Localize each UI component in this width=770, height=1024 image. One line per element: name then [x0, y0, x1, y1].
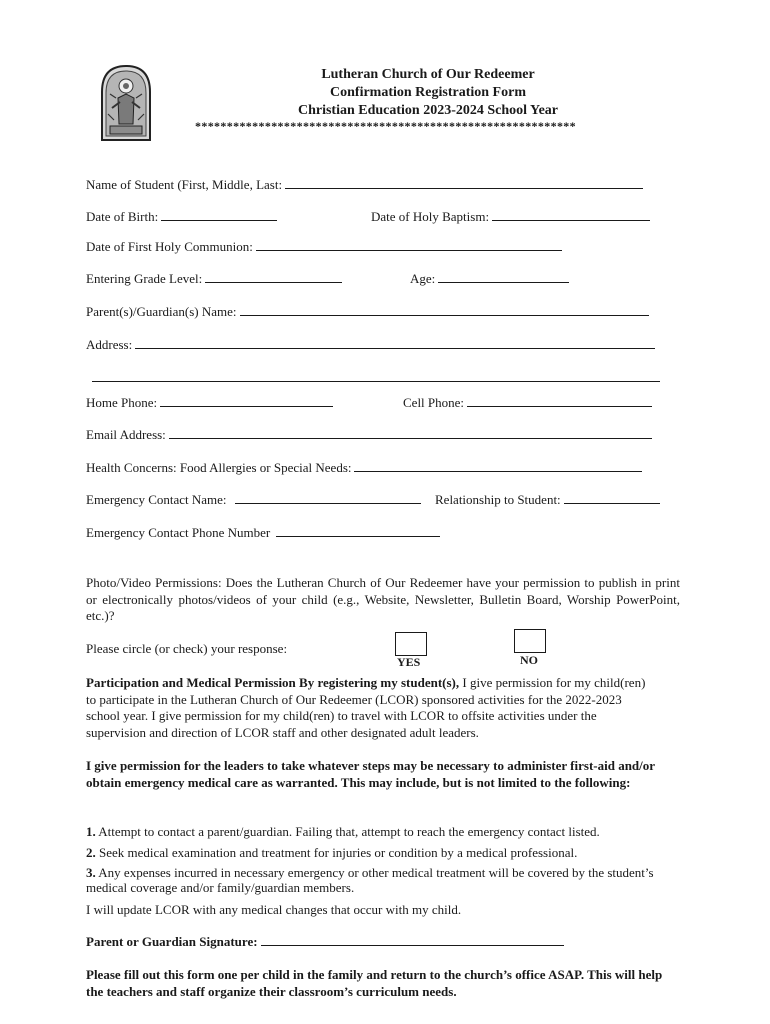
age-label: Age:	[410, 271, 436, 286]
baptism-field[interactable]	[371, 209, 650, 225]
medical-permission-paragraph: I give permission for the leaders to take whatever steps may be necessary to administer first-aid and/or obtain emergency medical care as warranted. This may include, but is not limited to the following:	[86, 758, 655, 790]
star-divider: ************************************************************	[195, 119, 576, 133]
no-checkbox[interactable]	[514, 629, 546, 653]
emergency-name-label: Emergency Contact Name:	[86, 492, 227, 507]
age-line[interactable]	[438, 271, 569, 283]
list-text-3: Any expenses incurred in necessary emergency or other medical treatment will be covered by the student’s medical coverage and/or family/guardian members.	[86, 865, 654, 895]
cell-phone-label: Cell Phone:	[403, 395, 465, 410]
list-text-1: Attempt to contact a parent/guardian. Failing that, attempt to reach the emergency contact listed.	[95, 824, 600, 839]
cell-phone-line[interactable]	[467, 395, 652, 407]
school-year: Christian Education 2023-2024 School Year	[297, 103, 559, 118]
parent-field[interactable]	[86, 304, 649, 320]
list-item-2	[86, 845, 680, 862]
participation-paragraph	[86, 675, 646, 741]
emergency-name-field[interactable]	[86, 492, 421, 508]
email-field[interactable]	[86, 427, 652, 443]
address-line-2[interactable]	[92, 370, 660, 382]
relationship-field[interactable]	[435, 492, 660, 508]
parent-label: Parent(s)/Guardian(s) Name:	[86, 304, 237, 319]
list-number-1: 1.	[86, 824, 96, 839]
list-item-3	[86, 866, 680, 895]
home-phone-line[interactable]	[160, 395, 333, 407]
photo-permission-text: Photo/Video Permissions: Does the Lutheran Church of Our Redeemer have your permission to publish in print or electronically photos/videos of your child (e.g., Website, Newsletter, Bulletin Board, Worship PowerPoint, etc.)?	[86, 575, 680, 623]
address-label: Address:	[86, 337, 133, 352]
emergency-phone-label: Emergency Contact Phone Number	[86, 525, 271, 540]
form-title: Confirmation Registration Form	[330, 85, 526, 100]
address-line-1[interactable]	[135, 337, 655, 349]
dob-label: Date of Birth:	[86, 209, 159, 224]
emergency-phone-line[interactable]	[276, 525, 440, 537]
signature-line[interactable]	[261, 934, 564, 946]
no-label: NO	[520, 653, 538, 667]
update-statement: I will update LCOR with any medical changes that occur with my child.	[86, 902, 462, 917]
emergency-phone-field[interactable]	[86, 525, 440, 541]
communion-field[interactable]	[86, 239, 562, 255]
baptism-line[interactable]	[492, 209, 650, 221]
footer-instructions: Please fill out this form one per child in the family and return to the church’s office ASAP. This will help the teachers and staff organize their classroom’s curriculum needs.	[86, 967, 663, 999]
relationship-label: Relationship to Student:	[435, 492, 561, 507]
address-line-2-field[interactable]	[92, 370, 660, 386]
emergency-name-line[interactable]	[235, 492, 421, 504]
stained-glass-window-logo	[100, 64, 152, 142]
student-name-line[interactable]	[285, 177, 643, 189]
parent-line[interactable]	[240, 304, 649, 316]
church-name: Lutheran Church of Our Redeemer	[321, 67, 535, 82]
communion-line[interactable]	[256, 239, 562, 251]
baptism-label: Date of Holy Baptism:	[371, 209, 490, 224]
list-number-3: 3.	[86, 865, 96, 880]
grade-field[interactable]	[86, 271, 342, 287]
email-line[interactable]	[169, 427, 652, 439]
grade-label: Entering Grade Level:	[86, 271, 203, 286]
yes-checkbox[interactable]	[395, 632, 427, 656]
cell-phone-field[interactable]	[403, 395, 652, 411]
home-phone-label: Home Phone:	[86, 395, 158, 410]
participation-heading: Participation and Medical Permission By registering my student(s),	[86, 675, 460, 690]
address-field[interactable]	[86, 337, 655, 353]
student-name-field[interactable]	[86, 177, 643, 193]
relationship-line[interactable]	[564, 492, 660, 504]
list-text-2: Seek medical examination and treatment for injuries or condition by a medical professional.	[95, 845, 578, 860]
health-line[interactable]	[354, 460, 642, 472]
form-header	[170, 66, 686, 120]
home-phone-field[interactable]	[86, 395, 333, 411]
email-label: Email Address:	[86, 427, 166, 442]
health-label: Health Concerns: Food Allergies or Special Needs:	[86, 460, 352, 475]
student-name-label: Name of Student (First, Middle, Last:	[86, 177, 283, 192]
signature-label: Parent or Guardian Signature:	[86, 934, 258, 949]
dob-line[interactable]	[161, 209, 277, 221]
dob-field[interactable]	[86, 209, 277, 225]
signature-field[interactable]	[86, 934, 564, 950]
circle-prompt: Please circle (or check) your response:	[86, 641, 288, 656]
list-number-2: 2.	[86, 845, 96, 860]
age-field[interactable]	[410, 271, 569, 287]
grade-line[interactable]	[205, 271, 342, 283]
list-item-1	[86, 824, 680, 841]
participation-body: I give permission for my child(ren) to participate in the Lutheran Church of Our Redeemer (LCOR) sponsored activities for the 2022-2023 school year. I give permission for my child(ren) to travel with LCOR to offsite activities under the supervision and direction of LCOR staff and other designated adult leaders.	[86, 675, 646, 740]
communion-label: Date of First Holy Communion:	[86, 239, 253, 254]
yes-label: YES	[397, 655, 421, 669]
health-field[interactable]	[86, 460, 642, 476]
